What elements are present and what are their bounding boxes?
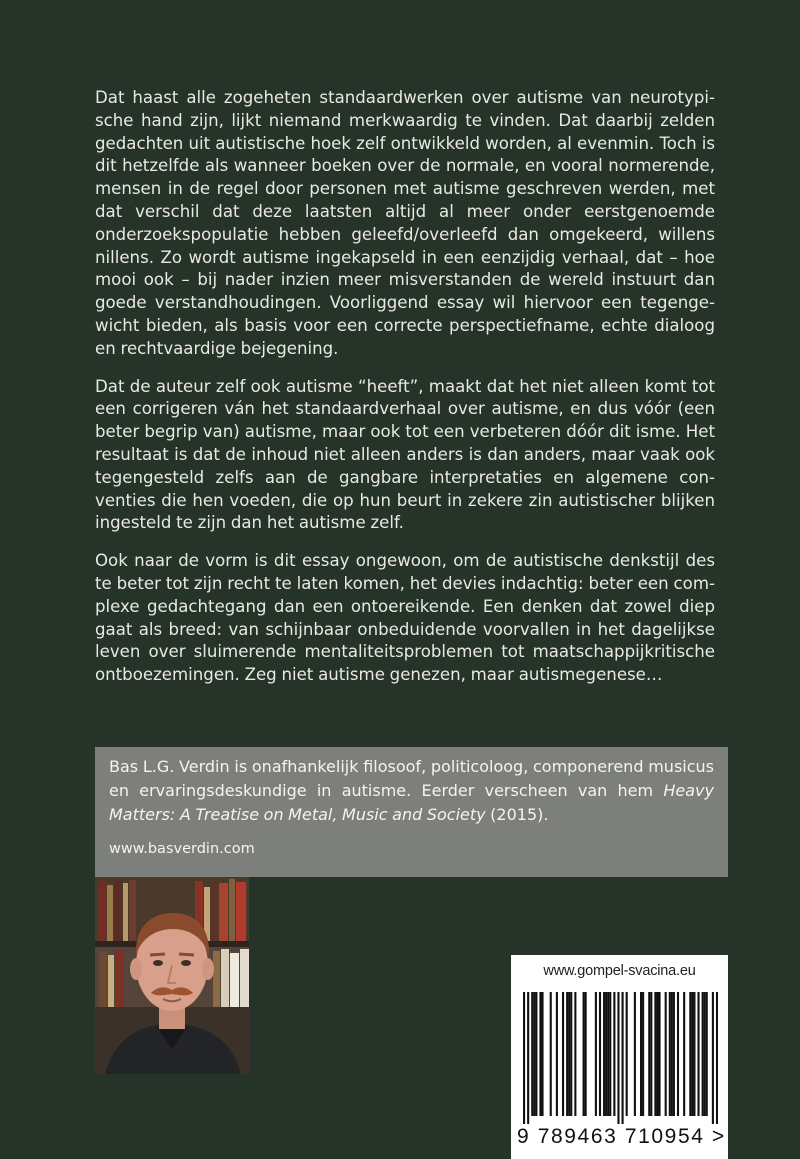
- barcode-bar: [697, 992, 699, 1116]
- barcode-bar: [535, 992, 537, 1116]
- barcode-icon: [523, 992, 718, 1124]
- barcode-bar: [595, 992, 597, 1116]
- barcode-bar: [671, 992, 673, 1116]
- author-website[interactable]: www.basverdin.com: [109, 841, 255, 857]
- barcode-bar: [574, 992, 576, 1116]
- barcode-bar: [648, 992, 650, 1116]
- barcode-bar: [650, 992, 652, 1116]
- barcode-bar: [654, 992, 656, 1116]
- barcode-bar: [656, 992, 658, 1116]
- barcode-bar: [622, 992, 624, 1124]
- barcode-bar: [665, 992, 667, 1116]
- barcode-bar: [583, 992, 585, 1116]
- barcode-bar: [603, 992, 605, 1116]
- barcode-bar: [689, 992, 691, 1116]
- barcode-bar: [673, 992, 675, 1116]
- blurb-paragraph-2: Dat de auteur zelf ook autisme “heeft”, maakt dat het niet alleen komt tot een corrigeren ván het standaardverhaal over autisme, en dus vóór (een beter begrip van) autisme, maar ook tot een verbeteren dóór dit isme. Het resultaat is dat de inhoud niet alleen anders is dan anders, maar vaak ook tegengesteld zelfs aan de gangbare interpretaties en algemene conventies die hen voeden, die op hun beurt in zekere zin autistischer blijken ingesteld te zijn dan het autisme zelf.: [95, 376, 715, 533]
- barcode-bar: [640, 992, 642, 1116]
- barcode-bar: [669, 992, 671, 1116]
- barcode-bar: [658, 992, 660, 1116]
- barcode-bar: [677, 992, 679, 1116]
- barcode-bar: [562, 992, 564, 1116]
- isbn-number: 9 789463 710954 >: [517, 1125, 726, 1148]
- blurb-text: [95, 87, 715, 702]
- barcode-bar: [523, 992, 525, 1124]
- barcode-bar: [568, 992, 570, 1116]
- barcode-bar: [704, 992, 706, 1116]
- barcode-bar: [605, 992, 607, 1116]
- author-bio-year: (2015).: [485, 805, 549, 824]
- barcode-bar: [712, 992, 714, 1124]
- barcode-bar: [683, 992, 685, 1116]
- barcode-bar: [607, 992, 609, 1116]
- author-bio: [109, 755, 714, 827]
- barcode-bar: [550, 992, 552, 1116]
- isbn-barcode-panel: [511, 955, 728, 1159]
- barcode-bar: [693, 992, 695, 1116]
- barcode-bar: [634, 992, 636, 1116]
- barcode-bar: [642, 992, 644, 1116]
- barcode-bar: [599, 992, 601, 1116]
- barcode-bar: [613, 992, 615, 1116]
- barcode-bar: [527, 992, 529, 1124]
- barcode-bar: [539, 992, 541, 1116]
- barcode-bar: [541, 992, 543, 1116]
- barcode-bar: [531, 992, 533, 1116]
- barcode-bar: [570, 992, 572, 1116]
- author-portrait-photo: [95, 877, 249, 1074]
- barcode-bar: [585, 992, 587, 1116]
- previous-book-title: Heavy Matters: A Treatise on Metal, Music and Society: [109, 781, 714, 824]
- barcode-bar: [533, 992, 535, 1116]
- barcode-bar: [566, 992, 568, 1116]
- blurb-paragraph-3: Ook naar de vorm is dit essay ongewoon, om de autistische denkstijl des te beter tot zijn recht te laten komen, het devies indachtig: beter een complexe gedachtegang dan een ontoereikende. Een denken dat zowel diep gaat als breed: van schijnbaar onbeduidende voorvallen in het dagelijkse leven over sluimerende mentaliteitsproblemen tot maatschappijkritische ontboezemingen. Zeg niet autisme genezen, maar autismegenese…: [95, 551, 715, 685]
- barcode-bar: [702, 992, 704, 1116]
- barcode-bar: [706, 992, 708, 1116]
- author-bio-box: [95, 747, 728, 877]
- publisher-url[interactable]: www.gompel-svacina.eu: [543, 963, 696, 979]
- barcode-bar: [691, 992, 693, 1116]
- blurb-paragraph-1: Dat haast alle zogeheten standaardwerken over autisme van neurotypische hand zijn, lijkt niemand merkwaardig te vinden. Dat daarbij zelden gedachten uit autistische hoek zelf ontwikkeld worden, al evenmin. Toch is dit hetzelfde als wanneer boeken over de normale, en vooral normerende, mensen in de regel door personen met autisme geschreven werden, met dat verschil dat deze laatsten altijd al meer onder eerstgenoemde onderzoekspopulatie hebben geleefd/overleefd dan omgekeerd, willens nillens. Zo wordt autisme ingekapseld in een eenzijdig verhaal, dat – hoe mooi ook – bij nader inzien meer misverstanden de wereld instuurt dan goede verstandhoudingen. Voorliggend essay wil hiervoor een tegengewicht bieden, als basis voor een correcte perspectiefname, echte dialoog en rechtvaardige bejegening.: [95, 88, 715, 358]
- barcode-bar: [617, 992, 619, 1124]
- barcode-bar: [609, 992, 611, 1116]
- barcode-bar: [556, 992, 558, 1116]
- barcode-bar: [626, 992, 628, 1116]
- author-bio-intro: Bas L.G. Verdin is onafhankelijk filosoof, politicoloog, componerend musicus en ervaringsdeskundige in autisme. Eerder verscheen van hem: [109, 757, 714, 800]
- barcode-bar: [716, 992, 718, 1124]
